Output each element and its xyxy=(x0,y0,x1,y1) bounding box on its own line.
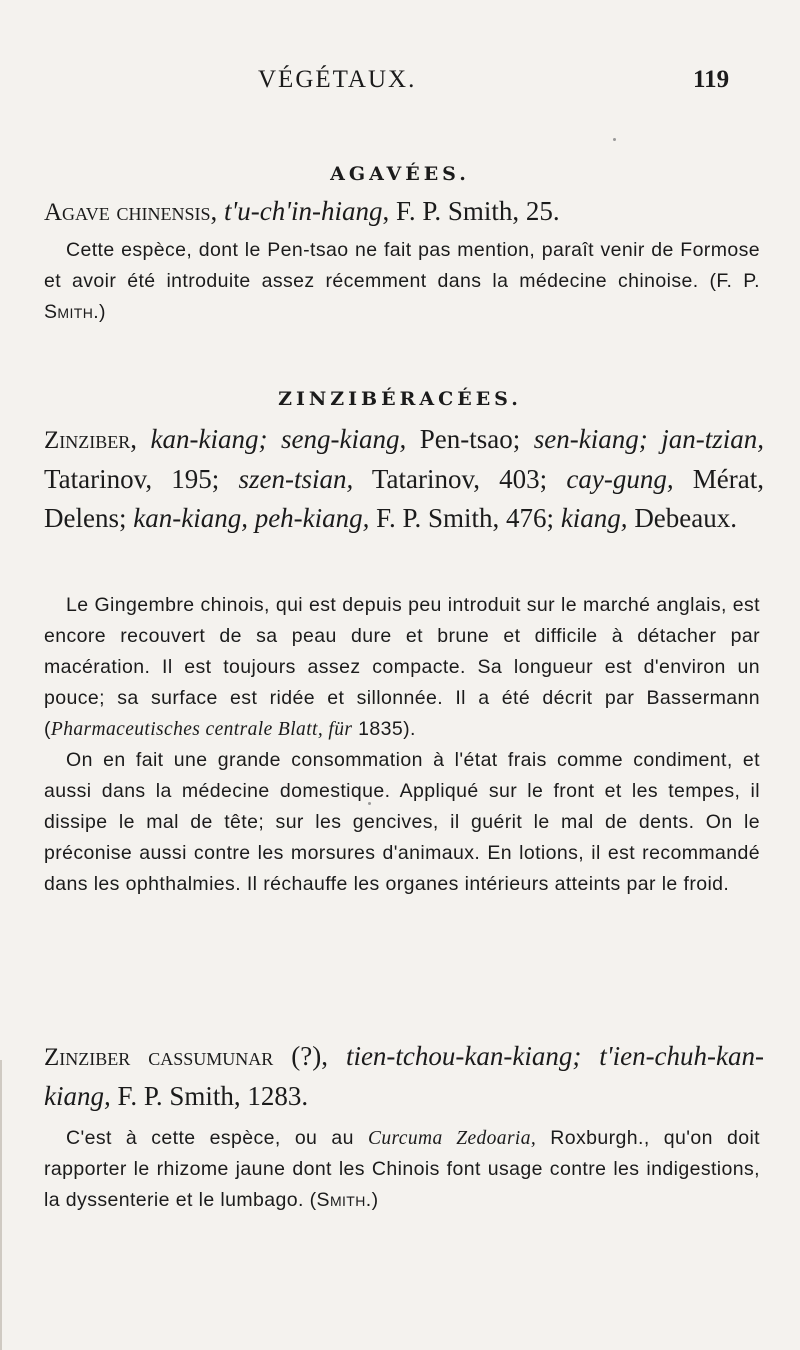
running-title: VÉGÉTAUX. xyxy=(258,66,417,93)
text-run: Roxburgh., qu'on doit rapporter le rhizome jaune dont les Chinois font usage contre les indigestions, la dyssenterie et le lumbago. ( xyxy=(44,1127,760,1211)
synonym-run: Mérat, Delens; xyxy=(44,464,764,533)
entry-head-zinziber-cassumunar xyxy=(44,1037,764,1116)
synonym-run: Debeaux. xyxy=(627,503,738,533)
species: chinensis xyxy=(116,199,211,226)
synonym-run: szen-tsian, xyxy=(238,464,354,494)
chinese-name: tien-tchou-kan-kiang; t'ien-chuh-kan-kiang, xyxy=(44,1041,765,1111)
chinese-name: t'u-ch'in-hiang xyxy=(224,196,383,226)
text-run: Pharmaceutisches centrale Blatt, für xyxy=(50,719,353,740)
text-run: 1835). xyxy=(352,718,416,740)
page-number: 119 xyxy=(693,66,730,93)
paper-speck xyxy=(368,802,371,805)
synonym-run: kiang, xyxy=(560,503,628,533)
source: , F. P. Smith, 25. xyxy=(382,196,560,226)
qualifier: (?), xyxy=(273,1041,346,1071)
text-run: C'est à cette espèce, ou au xyxy=(66,1127,368,1149)
text-run: Smith xyxy=(316,1189,366,1211)
section-title-zinziberacees: ZINZIBÉRACÉES. xyxy=(278,388,522,410)
synonyms-list xyxy=(44,424,764,533)
entry-head-zinziber xyxy=(44,420,764,538)
genus: Agave xyxy=(44,199,110,226)
page-header xyxy=(0,66,800,100)
gingembre-description xyxy=(44,590,760,900)
entry-head-agave-chinensis xyxy=(44,192,764,232)
separator: , xyxy=(210,196,224,226)
synonym-run: kan-kiang, peh-kiang, xyxy=(133,503,370,533)
source: F. P. Smith, 1283. xyxy=(110,1081,309,1111)
synonym-run: F. P. Smith, 476; xyxy=(369,503,561,533)
paragraph xyxy=(44,1123,760,1216)
synonym-run: , xyxy=(130,424,151,454)
paragraph: Cette espèce, dont le Pen-tsao ne fait pas mention, paraît venir de Formose et avoir été introduite assez récemment dans la médecine chinoise. (F. P. Smith.) xyxy=(44,239,760,323)
synonym-run: Tatarinov, 195; xyxy=(44,464,239,494)
synonym-run: cay-gung, xyxy=(566,464,674,494)
page-edge-shadow xyxy=(0,1060,2,1350)
paragraph: On en fait une grande consommation à l'état frais comme condiment, et aussi dans la médecine domestique. Appliqué sur le front et les tempes, il dissipe le mal de tête; sur les gencives, il guérit le mal de dents. On le préconise aussi contre les morsures d'animaux. En lotions, il est recommandé dans les ophthalmies. Il réchauffe les organes intérieurs atteints par le froid. xyxy=(44,749,760,895)
section-title-agavees: AGAVÉES. xyxy=(330,163,470,185)
species: cassumunar xyxy=(148,1044,274,1071)
cassumunar-description xyxy=(44,1123,760,1216)
synonym-run: kan-kiang; seng-kiang, xyxy=(150,424,407,454)
paragraph xyxy=(44,590,760,745)
paper-speck xyxy=(613,138,616,141)
agave-description xyxy=(44,235,760,328)
synonym-run: Tatarinov, 403; xyxy=(353,464,567,494)
genus: Zinziber xyxy=(44,1044,131,1071)
text-run: .) xyxy=(365,1189,379,1211)
text-run: Le Gingembre chinois, qui est depuis peu introduit sur le marché anglais, est encore recouvert de sa peau dure et brune et difficile à détacher par macération. Il est toujours assez compacte. Sa longueur est d'environ un pouce; sa surface est ridée et sillonnée. Il a été décrit par Bassermann ( xyxy=(44,594,760,740)
synonym-run: Pen-tsao; xyxy=(406,424,534,454)
genus: Zinziber xyxy=(44,427,131,454)
synonym-run: sen-kiang; jan-tzian, xyxy=(533,424,765,454)
text-run: Curcuma Zedoaria, xyxy=(367,1128,537,1149)
